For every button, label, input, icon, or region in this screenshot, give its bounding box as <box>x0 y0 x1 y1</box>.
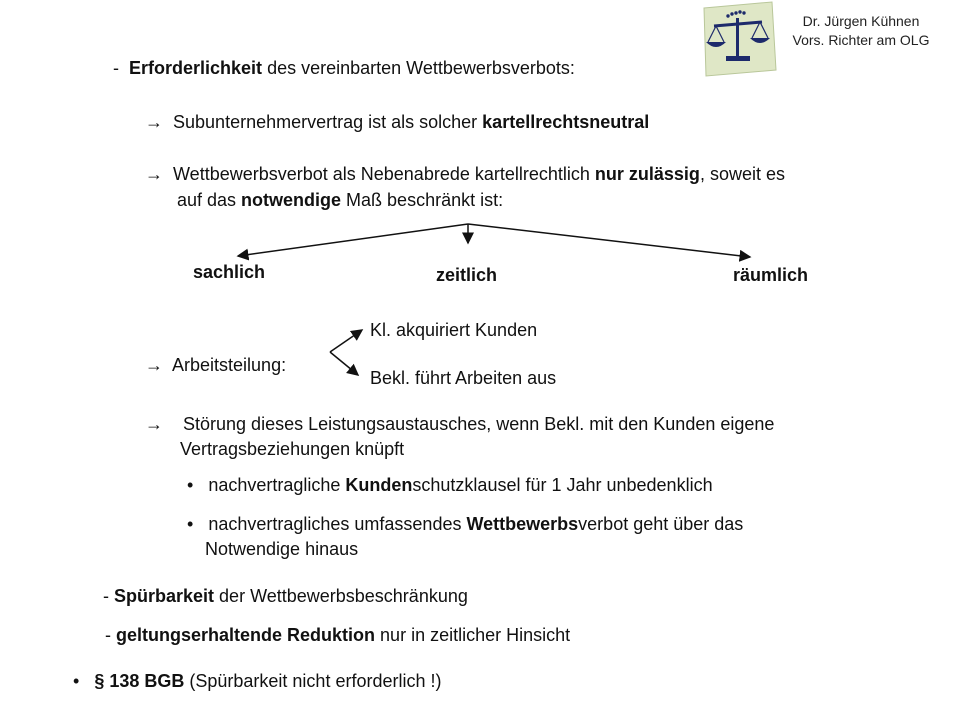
bullet-wettbewerbsverbot-line-2: Notwendige hinaus <box>205 539 359 559</box>
author-position: Vors. Richter am OLG <box>792 32 930 48</box>
arrow-icon: → <box>145 355 163 375</box>
dimension-sachlich: sachlich <box>193 262 266 282</box>
arrow-icon: → <box>145 164 163 184</box>
erforderlichkeit-heading: - Erforderlichkeit des vereinbarten Wettbewerbsverbots: <box>113 58 575 78</box>
bullet-icon: • <box>187 514 194 534</box>
arrow-icon: → <box>145 112 163 132</box>
bgb-line: • § 138 BGB (Spürbarkeit nicht erforderlich !) <box>73 671 442 691</box>
subunternehmer-line: → Subunternehmervertrag ist als solcher kartellrechtsneutral <box>145 112 650 132</box>
bullet-wettbewerbsverbot: • nachvertragliches umfassendes Wettbewerbsverbot geht über das <box>187 514 744 534</box>
nebenabrede-line-1: → Wettbewerbsverbot als Nebenabrede kartellrechtlich nur zulässig, soweit es <box>145 164 785 184</box>
dimension-zeitlich: zeitlich <box>436 265 498 285</box>
bullet-kundenschutz: • nachvertragliche Kundenschutzklausel für 1 Jahr unbedenklich <box>187 475 713 495</box>
stoerung-line-1: → Störung dieses Leistungsaustausches, wenn Bekl. mit den Kunden eigene <box>145 414 775 434</box>
arbeitsteilung-branch-bekl: Bekl. führt Arbeiten aus <box>370 368 557 388</box>
dimension-raeumlich: räumlich <box>733 265 809 285</box>
spuerbarkeit-line: - Spürbarkeit der Wettbewerbsbeschränkung <box>103 586 468 606</box>
nebenabrede-line-2: auf das notwendige Maß beschränkt ist: <box>177 190 504 210</box>
arbeitsteilung-label: → Arbeitsteilung: <box>145 355 287 375</box>
arbeitsteilung-branch-kl: Kl. akquiriert Kunden <box>370 320 538 340</box>
reduktion-line: - geltungserhaltende Reduktion nur in zeitlicher Hinsicht <box>105 625 571 645</box>
bullet-icon: • <box>73 671 80 691</box>
author-name: Dr. Jürgen Kühnen <box>802 13 920 29</box>
arrow-icon: → <box>145 414 163 434</box>
erforderlichkeit-term: Erforderlichkeit <box>129 58 263 78</box>
stoerung-line-2: Vertragsbeziehungen knüpft <box>180 439 405 459</box>
bullet-icon: • <box>187 475 194 495</box>
